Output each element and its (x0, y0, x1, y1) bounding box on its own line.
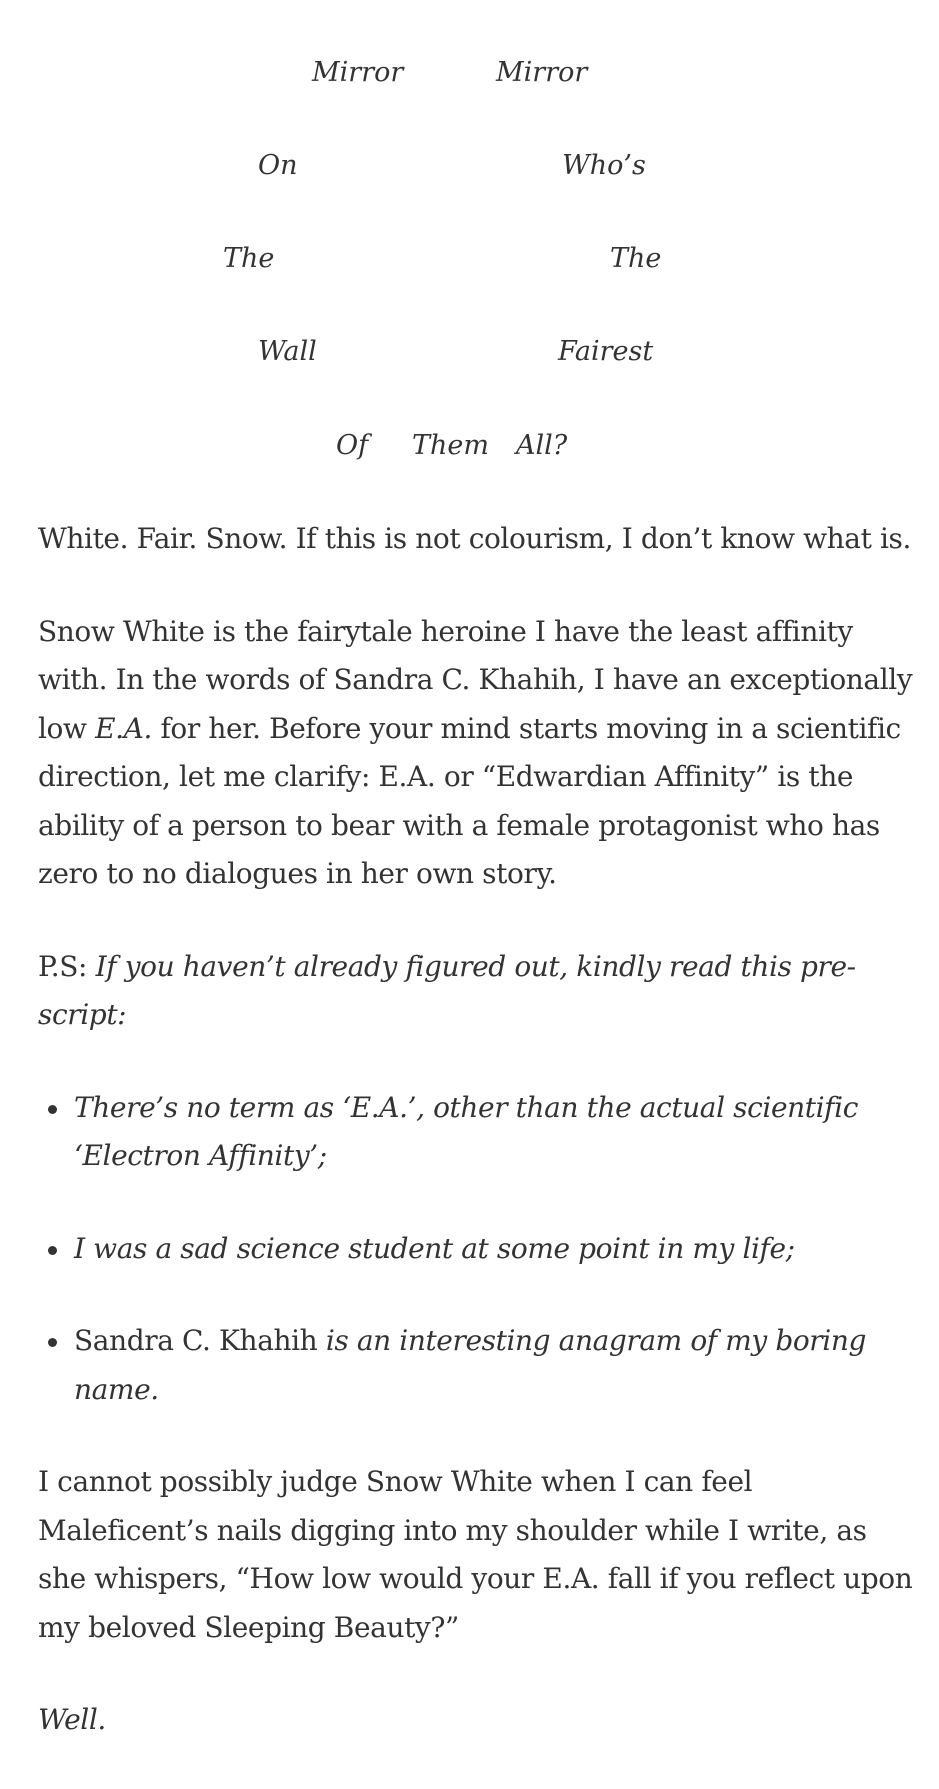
list-item (38, 1225, 918, 1274)
emphasis-ea: E.A. (95, 711, 152, 745)
bullet-icon (48, 1105, 57, 1114)
poem-word: Wall (258, 336, 317, 367)
poem-word: On (258, 150, 298, 181)
paragraph-colourism: White. Fair. Snow. If this is not colourism, I don’t know what is. (38, 522, 911, 555)
poem-word: Fairest (558, 336, 654, 367)
poem-word: Who’s (562, 150, 646, 181)
article-body (38, 515, 918, 1789)
list-item (38, 1084, 918, 1181)
bullet-icon (48, 1338, 57, 1347)
poem-word: Of (336, 430, 369, 461)
list-item (38, 1317, 918, 1414)
paragraph-maleficent: I cannot possibly judge Snow White when I can feel Maleficent’s nails digging into my shoulder while I write, as she whispers, “How low would your E.A. fall if you reflect upon my beloved Sleeping Beauty?” (38, 1465, 913, 1644)
list-item-name: Sandra C. Khahih (74, 1324, 318, 1357)
paragraph-affinity (38, 608, 918, 899)
poem-word: The (610, 243, 662, 274)
paragraph-text: Snow White is the fairytale heroine I have the least affinity with. In the words of Sandra C. Khahih, I have an exceptionally low (38, 614, 913, 745)
bullet-icon (48, 1246, 57, 1255)
poem-word: Mirror (496, 57, 588, 88)
poem-word: Them (412, 430, 489, 461)
poem-word: All? (516, 430, 568, 461)
postscript-list (38, 1084, 918, 1415)
poem-word: Mirror (312, 57, 404, 88)
list-item-text: I was a sad science student at some point in my life; (74, 1231, 795, 1265)
paragraph-postscript (38, 943, 918, 1040)
ps-label: P.S: (38, 949, 96, 983)
list-item-text: There’s no term as ‘E.A.’, other than the actual scientific ‘Electron Affinity’; (74, 1090, 858, 1172)
mirror-poem (0, 0, 939, 480)
list-item-text: is an interesting anagram of my boring name. (74, 1324, 867, 1406)
poem-word: The (223, 243, 275, 274)
paragraph-text: for her. Before your mind starts moving in a scientific direction, let me clarify: E.A. or “Edwardian Affinity” is the ability of a person to bear with a female protagonist who has zero to no dialogues in her own story. (38, 711, 901, 890)
paragraph-closing: Well. (38, 1703, 106, 1736)
ps-text: If you haven’t already figured out, kindly read this pre-script: (38, 949, 856, 1031)
